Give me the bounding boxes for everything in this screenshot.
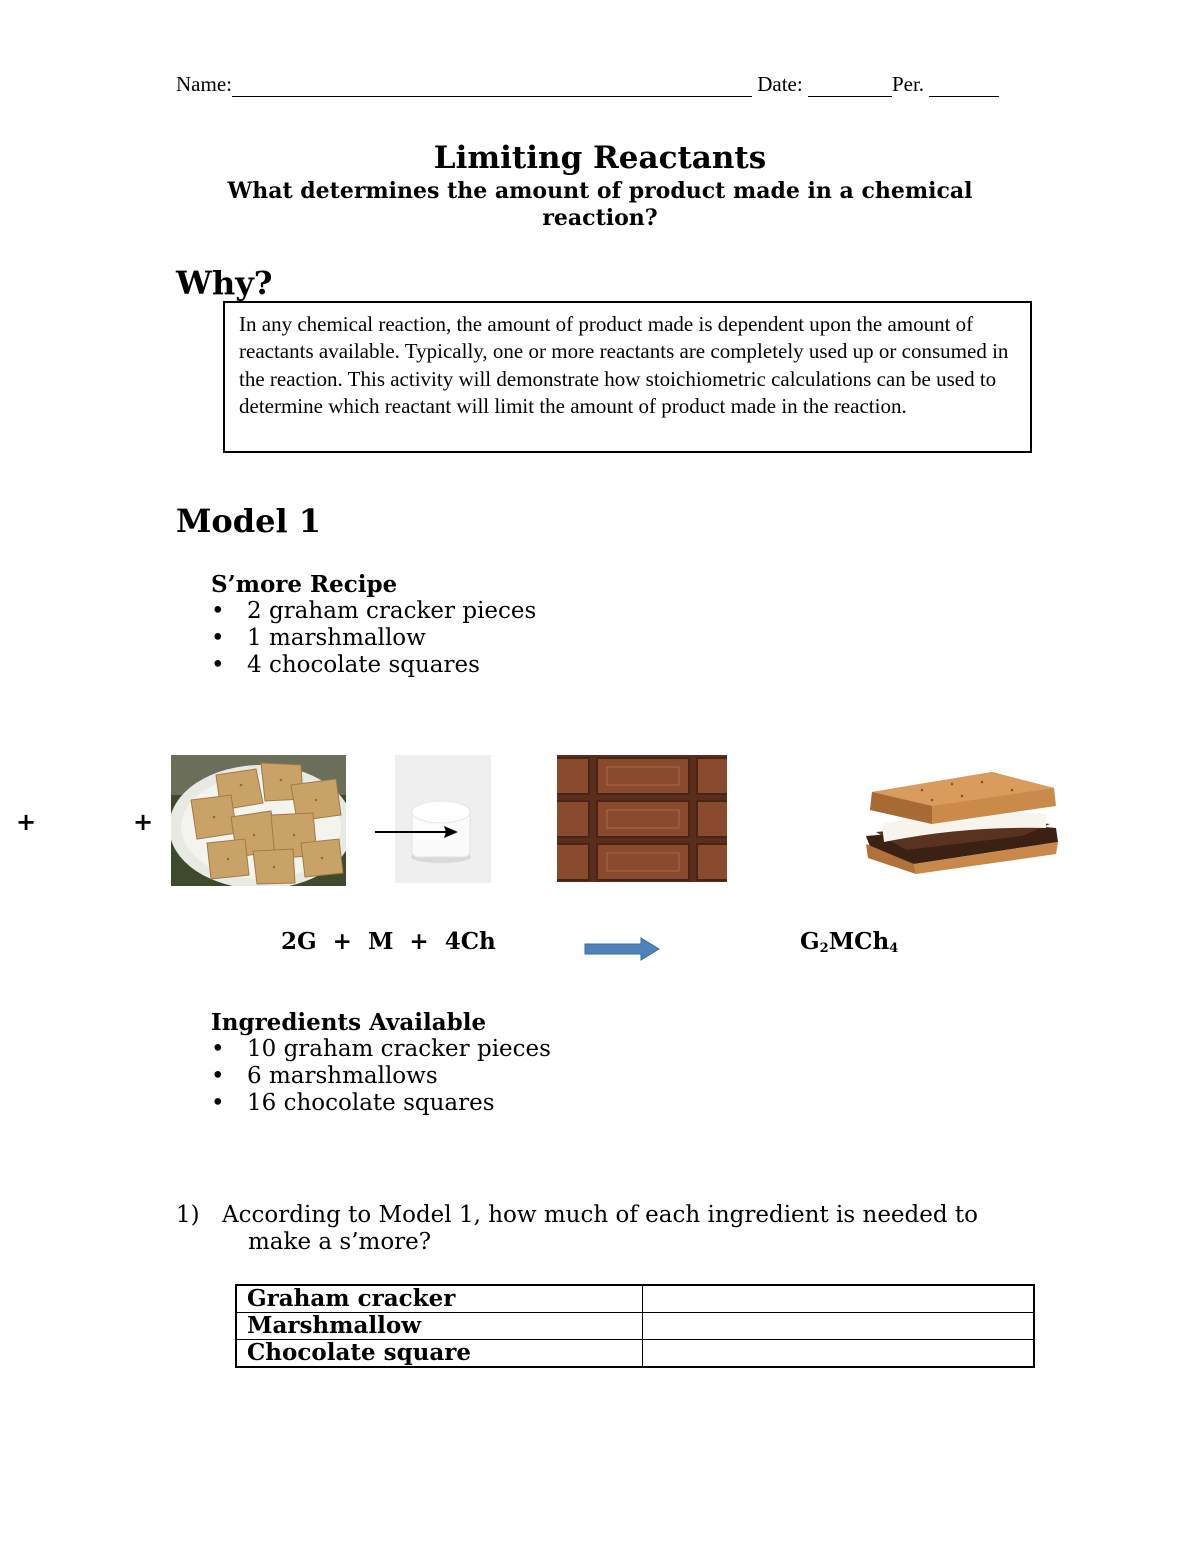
product-sub-4: 4	[889, 941, 899, 956]
recipe-list	[211, 598, 536, 679]
question-line-1: According to Model 1, how much of each ingredient is needed to	[222, 1202, 979, 1228]
recipe-title: S’more Recipe	[211, 571, 398, 598]
table-row	[236, 1340, 1034, 1368]
answer-table	[235, 1284, 1035, 1368]
product-sub-2: 2	[819, 941, 829, 956]
reaction-arrow-icon	[583, 936, 661, 962]
period-label: Per.	[891, 72, 925, 96]
table-row	[236, 1285, 1034, 1313]
page-title: Limiting Reactants	[433, 140, 767, 176]
product-g: G	[800, 928, 820, 955]
list-item: • 16 chocolate squares	[211, 1090, 551, 1117]
plus-sign: +	[16, 808, 37, 836]
name-blank[interactable]	[232, 74, 752, 97]
chocolate-bar-image	[557, 755, 727, 882]
equation-product	[800, 928, 898, 956]
marshmallow-image	[395, 755, 491, 883]
header-line	[176, 72, 999, 97]
list-item: • 10 graham cracker pieces	[211, 1036, 551, 1063]
period-blank[interactable]	[929, 74, 999, 97]
row-label: Chocolate square	[236, 1340, 643, 1368]
available-list	[211, 1036, 551, 1117]
list-item: • 1 marshmallow	[211, 625, 536, 652]
row-label: Marshmallow	[236, 1313, 643, 1340]
why-heading: Why?	[176, 264, 273, 302]
right-arrow-icon	[374, 822, 460, 840]
question-1	[176, 1202, 1016, 1256]
available-title: Ingredients Available	[211, 1009, 487, 1036]
answer-cell[interactable]	[643, 1285, 1035, 1313]
equation-reactants: 2G + M + 4Ch	[281, 928, 496, 955]
list-item: • 2 graham cracker pieces	[211, 598, 536, 625]
smore-image	[862, 766, 1058, 878]
answer-cell[interactable]	[643, 1340, 1035, 1368]
available-section	[211, 1009, 551, 1117]
date-blank[interactable]	[808, 74, 892, 97]
list-item: • 6 marshmallows	[211, 1063, 551, 1090]
why-text: In any chemical reaction, the amount of product made is dependent upon the amount of reactants available. Typically, one or more reactants are completely used up or consumed in the reaction. This activity will demonstrate how stoichiometric calculations can be used to determine which reactant will limit the amount of product made in the reaction.	[239, 312, 1009, 418]
question-line-2: make a s’more?	[248, 1229, 432, 1255]
plus-sign: +	[133, 808, 154, 836]
question-number: 1)	[176, 1202, 200, 1228]
model-heading: Model 1	[176, 502, 322, 540]
recipe-section	[211, 571, 536, 679]
name-label: Name:	[176, 72, 232, 96]
why-box	[223, 301, 1032, 453]
product-mch: MCh	[828, 928, 890, 955]
list-item: • 4 chocolate squares	[211, 652, 536, 679]
graham-crackers-image	[171, 755, 346, 886]
row-label: Graham cracker	[236, 1285, 643, 1313]
date-label: Date:	[757, 72, 803, 96]
table-row	[236, 1313, 1034, 1340]
page-subtitle: What determines the amount of product made in a chemical reaction?	[227, 178, 973, 231]
answer-cell[interactable]	[643, 1313, 1035, 1340]
